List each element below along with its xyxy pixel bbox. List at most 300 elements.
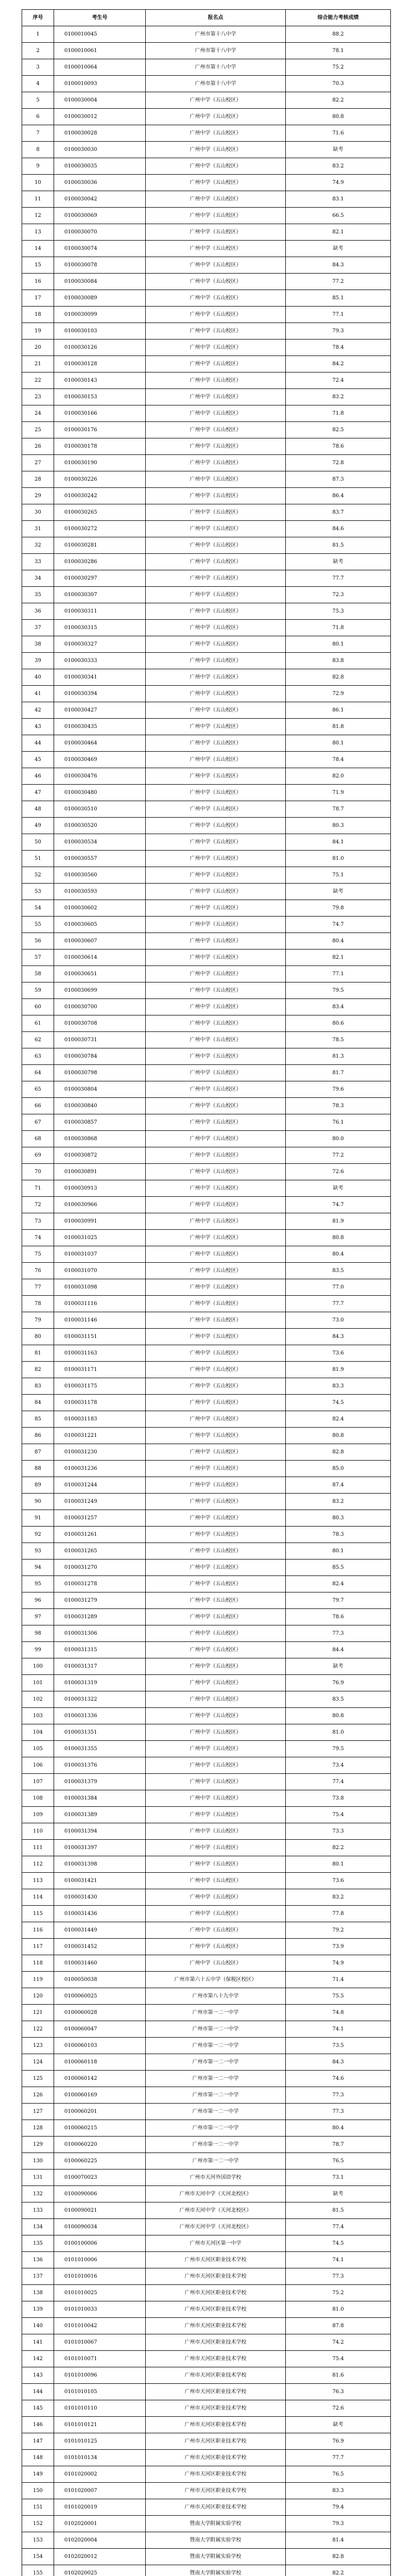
table-row bbox=[22, 2186, 391, 2202]
table-row bbox=[22, 323, 391, 340]
cell-site: 广州中学（五山校区） bbox=[146, 1724, 286, 1741]
table-row bbox=[22, 702, 391, 719]
table-row bbox=[22, 1757, 391, 1774]
cell-exam-no: 0100030872 bbox=[54, 1147, 146, 1164]
cell-exam-no: 0100030069 bbox=[54, 208, 146, 224]
cell-site: 广州中学（五山校区） bbox=[146, 1015, 286, 1032]
table-row bbox=[22, 1922, 391, 1939]
cell-site: 广州市天河区职业技术学校 bbox=[146, 2450, 286, 2466]
cell-seq: 111 bbox=[22, 1840, 54, 1856]
table-row bbox=[22, 521, 391, 537]
cell-exam-no: 0101010006 bbox=[54, 2252, 146, 2268]
cell-exam-no: 0100030190 bbox=[54, 455, 146, 471]
cell-exam-no: 0101010042 bbox=[54, 2318, 146, 2334]
table-row bbox=[22, 175, 391, 191]
cell-site: 广州中学（五山校区） bbox=[146, 1345, 286, 1362]
table-row bbox=[22, 1213, 391, 1230]
cell-score: 80.6 bbox=[286, 1015, 391, 1032]
cell-site: 广州中学（五山校区） bbox=[146, 785, 286, 801]
cell-score: 84.3 bbox=[286, 1329, 391, 1345]
cell-site: 广州中学（五山校区） bbox=[146, 537, 286, 554]
cell-seq: 96 bbox=[22, 1592, 54, 1609]
cell-exam-no: 0100030315 bbox=[54, 620, 146, 636]
cell-score: 81.0 bbox=[286, 851, 391, 867]
header-seq: 序号 bbox=[22, 10, 54, 26]
table-row bbox=[22, 620, 391, 636]
cell-site: 广州市天河区职业技术学校 bbox=[146, 2252, 286, 2268]
table-row bbox=[22, 1741, 391, 1757]
cell-site: 广州中学（五山校区） bbox=[146, 1312, 286, 1329]
table-row bbox=[22, 851, 391, 867]
cell-seq: 76 bbox=[22, 1263, 54, 1279]
table-row bbox=[22, 1230, 391, 1246]
cell-exam-no: 0100030427 bbox=[54, 702, 146, 719]
cell-score: 77.3 bbox=[286, 2104, 391, 2120]
table-row bbox=[22, 1856, 391, 1873]
table-row bbox=[22, 1312, 391, 1329]
cell-seq: 133 bbox=[22, 2202, 54, 2219]
cell-exam-no: 0100030178 bbox=[54, 438, 146, 455]
cell-exam-no: 0100030557 bbox=[54, 851, 146, 867]
cell-score: 82.2 bbox=[286, 92, 391, 109]
cell-score: 71.9 bbox=[286, 785, 391, 801]
cell-site: 广州中学（五山校区） bbox=[146, 999, 286, 1015]
table-row bbox=[22, 1296, 391, 1312]
cell-score: 80.4 bbox=[286, 1246, 391, 1263]
cell-seq: 81 bbox=[22, 1345, 54, 1362]
cell-exam-no: 0100030708 bbox=[54, 1015, 146, 1032]
cell-site: 广州中学（五山校区） bbox=[146, 405, 286, 422]
cell-site: 广州中学（五山校区） bbox=[146, 1048, 286, 1065]
cell-score: 73.1 bbox=[286, 2170, 391, 2186]
cell-site: 广州中学（五山校区） bbox=[146, 1428, 286, 1444]
cell-seq: 95 bbox=[22, 1576, 54, 1592]
cell-exam-no: 0100030042 bbox=[54, 191, 146, 208]
table-row bbox=[22, 1972, 391, 1988]
table-row bbox=[22, 2170, 391, 2186]
cell-score: 84.3 bbox=[286, 2054, 391, 2071]
cell-site: 广州市天河区职业技术学校 bbox=[146, 2367, 286, 2384]
cell-score: 80.1 bbox=[286, 636, 391, 653]
cell-site: 广州中学（五山校区） bbox=[146, 471, 286, 488]
cell-site: 广州中学（五山校区） bbox=[146, 1444, 286, 1461]
table-row bbox=[22, 2433, 391, 2450]
cell-score: 76.1 bbox=[286, 1114, 391, 1131]
cell-seq: 146 bbox=[22, 2417, 54, 2433]
cell-exam-no: 0100031070 bbox=[54, 1263, 146, 1279]
header-exam-no: 考生号 bbox=[54, 10, 146, 26]
cell-exam-no: 0100030607 bbox=[54, 933, 146, 950]
cell-exam-no: 0100030651 bbox=[54, 966, 146, 982]
table-row bbox=[22, 1246, 391, 1263]
cell-score: 76.9 bbox=[286, 2433, 391, 2450]
cell-score: 80.4 bbox=[286, 933, 391, 950]
table-row bbox=[22, 768, 391, 785]
cell-seq: 143 bbox=[22, 2367, 54, 2384]
cell-exam-no: 0100030510 bbox=[54, 801, 146, 818]
cell-exam-no: 0101010016 bbox=[54, 2268, 146, 2285]
cell-seq: 6 bbox=[22, 109, 54, 125]
cell-seq: 135 bbox=[22, 2235, 54, 2252]
table-row bbox=[22, 2351, 391, 2367]
cell-seq: 36 bbox=[22, 603, 54, 620]
cell-score: 77.7 bbox=[286, 2450, 391, 2466]
table-row bbox=[22, 1625, 391, 1642]
cell-score: 73.5 bbox=[286, 2038, 391, 2054]
table-row bbox=[22, 653, 391, 669]
cell-site: 广州市天河区职业技术学校 bbox=[146, 2384, 286, 2400]
cell-site: 广州中学（五山校区） bbox=[146, 1922, 286, 1939]
table-row bbox=[22, 125, 391, 142]
cell-seq: 82 bbox=[22, 1362, 54, 1378]
cell-seq: 104 bbox=[22, 1724, 54, 1741]
score-table-wrapper bbox=[22, 9, 390, 2576]
table-row bbox=[22, 26, 391, 43]
cell-site: 广州中学（五山校区） bbox=[146, 735, 286, 752]
cell-site: 广州市第一二一中学 bbox=[146, 2005, 286, 2021]
cell-seq: 87 bbox=[22, 1444, 54, 1461]
cell-exam-no: 0100031336 bbox=[54, 1708, 146, 1724]
header-site: 报名点 bbox=[146, 10, 286, 26]
cell-exam-no: 0100050038 bbox=[54, 1972, 146, 1988]
cell-exam-no: 0101010110 bbox=[54, 2400, 146, 2417]
table-row bbox=[22, 1461, 391, 1477]
table-row bbox=[22, 257, 391, 274]
table-row bbox=[22, 2137, 391, 2153]
table-row bbox=[22, 76, 391, 92]
table-row bbox=[22, 1098, 391, 1114]
cell-exam-no: 0102020004 bbox=[54, 2532, 146, 2549]
cell-seq: 153 bbox=[22, 2532, 54, 2549]
cell-site: 广州中学（五山校区） bbox=[146, 389, 286, 405]
table-row bbox=[22, 1081, 391, 1098]
cell-score: 87.3 bbox=[286, 471, 391, 488]
cell-score: 77.8 bbox=[286, 1906, 391, 1922]
cell-seq: 30 bbox=[22, 504, 54, 521]
table-row bbox=[22, 1428, 391, 1444]
cell-score: 78.1 bbox=[286, 43, 391, 59]
cell-score: 83.1 bbox=[286, 191, 391, 208]
cell-site: 广州中学（五山校区） bbox=[146, 340, 286, 356]
cell-exam-no: 0102020025 bbox=[54, 2565, 146, 2576]
cell-site: 广州中学（五山校区） bbox=[146, 933, 286, 950]
cell-score: 73.0 bbox=[286, 1312, 391, 1329]
cell-score: 81.6 bbox=[286, 2367, 391, 2384]
cell-exam-no: 0100031270 bbox=[54, 1560, 146, 1576]
table-row bbox=[22, 340, 391, 356]
table-row bbox=[22, 1823, 391, 1840]
table-row bbox=[22, 1527, 391, 1543]
table-row bbox=[22, 504, 391, 521]
cell-exam-no: 0100031436 bbox=[54, 1906, 146, 1922]
cell-seq: 107 bbox=[22, 1774, 54, 1790]
cell-site: 广州市第一二一中学 bbox=[146, 2137, 286, 2153]
cell-exam-no: 0100010064 bbox=[54, 59, 146, 76]
cell-seq: 47 bbox=[22, 785, 54, 801]
score-table bbox=[22, 9, 391, 2576]
cell-site: 广州中学（五山校区） bbox=[146, 702, 286, 719]
table-row bbox=[22, 2466, 391, 2483]
cell-score: 85.1 bbox=[286, 290, 391, 307]
cell-score: 75.4 bbox=[286, 1807, 391, 1823]
cell-score: 缺考 bbox=[286, 554, 391, 570]
cell-site: 广州中学（五山校区） bbox=[146, 801, 286, 818]
table-row bbox=[22, 274, 391, 290]
cell-site: 广州中学（五山校区） bbox=[146, 372, 286, 389]
table-row bbox=[22, 2417, 391, 2433]
cell-seq: 90 bbox=[22, 1494, 54, 1510]
cell-seq: 12 bbox=[22, 208, 54, 224]
cell-seq: 65 bbox=[22, 1081, 54, 1098]
cell-score: 78.7 bbox=[286, 2137, 391, 2153]
cell-site: 广州中学（五山校区） bbox=[146, 1955, 286, 1972]
cell-seq: 140 bbox=[22, 2318, 54, 2334]
cell-seq: 72 bbox=[22, 1197, 54, 1213]
cell-score: 71.8 bbox=[286, 405, 391, 422]
cell-exam-no: 0100031452 bbox=[54, 1939, 146, 1955]
cell-score: 84.2 bbox=[286, 356, 391, 372]
cell-exam-no: 0101010067 bbox=[54, 2334, 146, 2351]
table-row bbox=[22, 669, 391, 686]
cell-score: 72.3 bbox=[286, 587, 391, 603]
cell-site: 广州中学（五山校区） bbox=[146, 1296, 286, 1312]
table-row bbox=[22, 735, 391, 752]
table-row bbox=[22, 142, 391, 158]
table-row bbox=[22, 1873, 391, 1889]
cell-exam-no: 0101010125 bbox=[54, 2433, 146, 2450]
cell-seq: 127 bbox=[22, 2104, 54, 2120]
cell-site: 广州中学（五山校区） bbox=[146, 1592, 286, 1609]
cell-exam-no: 0100090034 bbox=[54, 2219, 146, 2235]
cell-score: 77.2 bbox=[286, 274, 391, 290]
cell-seq: 68 bbox=[22, 1131, 54, 1147]
cell-score: 74.1 bbox=[286, 2252, 391, 2268]
cell-site: 广州市第十八中学 bbox=[146, 59, 286, 76]
cell-site: 广州市天河区职业技术学校 bbox=[146, 2466, 286, 2483]
table-body bbox=[22, 26, 391, 2576]
cell-seq: 15 bbox=[22, 257, 54, 274]
cell-exam-no: 0101010121 bbox=[54, 2417, 146, 2433]
cell-site: 广州市天河区第一中学 bbox=[146, 2235, 286, 2252]
cell-site: 广州中学（五山校区） bbox=[146, 307, 286, 323]
cell-exam-no: 0100030099 bbox=[54, 307, 146, 323]
cell-exam-no: 0100030242 bbox=[54, 488, 146, 504]
cell-seq: 40 bbox=[22, 669, 54, 686]
cell-score: 76.5 bbox=[286, 2466, 391, 2483]
table-row bbox=[22, 2235, 391, 2252]
cell-site: 广州中学（五山校区） bbox=[146, 752, 286, 768]
cell-score: 72.4 bbox=[286, 372, 391, 389]
cell-seq: 33 bbox=[22, 554, 54, 570]
cell-site: 广州市第八十九中学 bbox=[146, 1988, 286, 2005]
cell-exam-no: 0100090021 bbox=[54, 2202, 146, 2219]
cell-score: 77.2 bbox=[286, 1147, 391, 1164]
cell-score: 84.3 bbox=[286, 257, 391, 274]
table-row bbox=[22, 372, 391, 389]
cell-exam-no: 0100060215 bbox=[54, 2120, 146, 2137]
cell-seq: 94 bbox=[22, 1560, 54, 1576]
cell-seq: 54 bbox=[22, 900, 54, 917]
cell-exam-no: 0100030605 bbox=[54, 917, 146, 933]
cell-site: 广州中学（五山校区） bbox=[146, 1658, 286, 1675]
cell-score: 80.3 bbox=[286, 1510, 391, 1527]
cell-score: 73.9 bbox=[286, 1939, 391, 1955]
cell-score: 缺考 bbox=[286, 1180, 391, 1197]
cell-score: 77.1 bbox=[286, 966, 391, 982]
cell-score: 82.2 bbox=[286, 1840, 391, 1856]
table-row bbox=[22, 109, 391, 125]
cell-site: 广州中学（五山校区） bbox=[146, 1790, 286, 1807]
cell-score: 80.8 bbox=[286, 109, 391, 125]
cell-site: 广州市天河区职业技术学校 bbox=[146, 2433, 286, 2450]
cell-site: 广州中学（五山校区） bbox=[146, 109, 286, 125]
cell-exam-no: 0100031384 bbox=[54, 1790, 146, 1807]
cell-score: 83.3 bbox=[286, 2483, 391, 2499]
table-row bbox=[22, 1691, 391, 1708]
cell-site: 广州中学（五山校区） bbox=[146, 455, 286, 471]
cell-score: 81.9 bbox=[286, 1213, 391, 1230]
cell-site: 广州中学（五山校区） bbox=[146, 1609, 286, 1625]
cell-exam-no: 0100030084 bbox=[54, 274, 146, 290]
table-row bbox=[22, 1510, 391, 1527]
cell-site: 广州市天河区职业技术学校 bbox=[146, 2285, 286, 2301]
cell-seq: 52 bbox=[22, 867, 54, 884]
table-row bbox=[22, 950, 391, 966]
cell-seq: 62 bbox=[22, 1032, 54, 1048]
cell-site: 广州市第一二一中学 bbox=[146, 2038, 286, 2054]
cell-score: 83.7 bbox=[286, 504, 391, 521]
table-row bbox=[22, 1609, 391, 1625]
cell-exam-no: 0100030327 bbox=[54, 636, 146, 653]
table-row bbox=[22, 554, 391, 570]
table-row bbox=[22, 2384, 391, 2400]
cell-score: 74.1 bbox=[286, 2021, 391, 2038]
cell-exam-no: 0100031163 bbox=[54, 1345, 146, 1362]
table-row bbox=[22, 1592, 391, 1609]
cell-seq: 137 bbox=[22, 2268, 54, 2285]
cell-seq: 8 bbox=[22, 142, 54, 158]
table-row bbox=[22, 2367, 391, 2384]
cell-site: 广州中学（五山校区） bbox=[146, 1081, 286, 1098]
cell-site: 广州市第一二一中学 bbox=[146, 2120, 286, 2137]
cell-exam-no: 0100030857 bbox=[54, 1114, 146, 1131]
table-row bbox=[22, 537, 391, 554]
cell-exam-no: 0100100006 bbox=[54, 2235, 146, 2252]
cell-score: 85.0 bbox=[286, 1461, 391, 1477]
table-row bbox=[22, 405, 391, 422]
cell-seq: 106 bbox=[22, 1757, 54, 1774]
cell-exam-no: 0100060025 bbox=[54, 1988, 146, 2005]
table-row bbox=[22, 587, 391, 603]
cell-seq: 124 bbox=[22, 2054, 54, 2071]
cell-score: 缺考 bbox=[286, 884, 391, 900]
cell-exam-no: 0100070023 bbox=[54, 2170, 146, 2186]
cell-score: 77.3 bbox=[286, 2087, 391, 2104]
cell-seq: 4 bbox=[22, 76, 54, 92]
cell-seq: 5 bbox=[22, 92, 54, 109]
cell-seq: 110 bbox=[22, 1823, 54, 1840]
cell-seq: 70 bbox=[22, 1164, 54, 1180]
cell-score: 82.5 bbox=[286, 422, 391, 438]
cell-score: 73.6 bbox=[286, 1345, 391, 1362]
cell-seq: 25 bbox=[22, 422, 54, 438]
cell-site: 广州中学（五山校区） bbox=[146, 587, 286, 603]
cell-score: 82.4 bbox=[286, 1411, 391, 1428]
cell-seq: 141 bbox=[22, 2334, 54, 2351]
cell-score: 73.3 bbox=[286, 1823, 391, 1840]
table-row bbox=[22, 1197, 391, 1213]
cell-seq: 48 bbox=[22, 801, 54, 818]
table-row bbox=[22, 1065, 391, 1081]
cell-exam-no: 0100030030 bbox=[54, 142, 146, 158]
table-row bbox=[22, 1642, 391, 1658]
cell-site: 广州中学（五山校区） bbox=[146, 290, 286, 307]
cell-seq: 75 bbox=[22, 1246, 54, 1263]
cell-score: 76.5 bbox=[286, 2153, 391, 2170]
cell-exam-no: 0100010093 bbox=[54, 76, 146, 92]
cell-score: 74.6 bbox=[286, 2071, 391, 2087]
cell-seq: 100 bbox=[22, 1658, 54, 1675]
table-row bbox=[22, 2516, 391, 2532]
cell-seq: 123 bbox=[22, 2038, 54, 2054]
cell-exam-no: 0100010061 bbox=[54, 43, 146, 59]
cell-exam-no: 0101020002 bbox=[54, 2466, 146, 2483]
cell-seq: 60 bbox=[22, 999, 54, 1015]
cell-seq: 155 bbox=[22, 2565, 54, 2576]
cell-seq: 35 bbox=[22, 587, 54, 603]
cell-exam-no: 0100030534 bbox=[54, 834, 146, 851]
cell-score: 81.4 bbox=[286, 2532, 391, 2549]
cell-score: 84.6 bbox=[286, 521, 391, 537]
cell-site: 广州中学（五山校区） bbox=[146, 125, 286, 142]
cell-exam-no: 0100060028 bbox=[54, 2005, 146, 2021]
table-row bbox=[22, 2549, 391, 2565]
cell-score: 72.8 bbox=[286, 455, 391, 471]
cell-seq: 44 bbox=[22, 735, 54, 752]
cell-site: 广州中学（五山校区） bbox=[146, 818, 286, 834]
cell-exam-no: 0100031379 bbox=[54, 1774, 146, 1790]
cell-score: 82.2 bbox=[286, 2565, 391, 2576]
cell-exam-no: 0100031151 bbox=[54, 1329, 146, 1345]
cell-exam-no: 0100030614 bbox=[54, 950, 146, 966]
cell-site: 广州中学（五山校区） bbox=[146, 1180, 286, 1197]
cell-site: 广州中学（五山校区） bbox=[146, 1411, 286, 1428]
table-row bbox=[22, 1411, 391, 1428]
cell-seq: 147 bbox=[22, 2433, 54, 2450]
cell-score: 80.0 bbox=[286, 1131, 391, 1147]
cell-site: 广州中学（五山校区） bbox=[146, 900, 286, 917]
table-row bbox=[22, 488, 391, 504]
cell-exam-no: 0100031449 bbox=[54, 1922, 146, 1939]
cell-seq: 131 bbox=[22, 2170, 54, 2186]
cell-seq: 130 bbox=[22, 2153, 54, 2170]
table-row bbox=[22, 158, 391, 175]
cell-score: 87.4 bbox=[286, 1477, 391, 1494]
cell-site: 广州中学（五山校区） bbox=[146, 1774, 286, 1790]
cell-seq: 23 bbox=[22, 389, 54, 405]
table-row bbox=[22, 2268, 391, 2285]
cell-seq: 78 bbox=[22, 1296, 54, 1312]
cell-seq: 10 bbox=[22, 175, 54, 191]
cell-score: 74.5 bbox=[286, 1395, 391, 1411]
cell-site: 广州市第十八中学 bbox=[146, 43, 286, 59]
table-row bbox=[22, 1889, 391, 1906]
cell-exam-no: 0100030593 bbox=[54, 884, 146, 900]
table-header-row bbox=[22, 10, 391, 26]
cell-score: 78.3 bbox=[286, 1098, 391, 1114]
cell-site: 广州中学（五山校区） bbox=[146, 1098, 286, 1114]
cell-score: 79.3 bbox=[286, 323, 391, 340]
